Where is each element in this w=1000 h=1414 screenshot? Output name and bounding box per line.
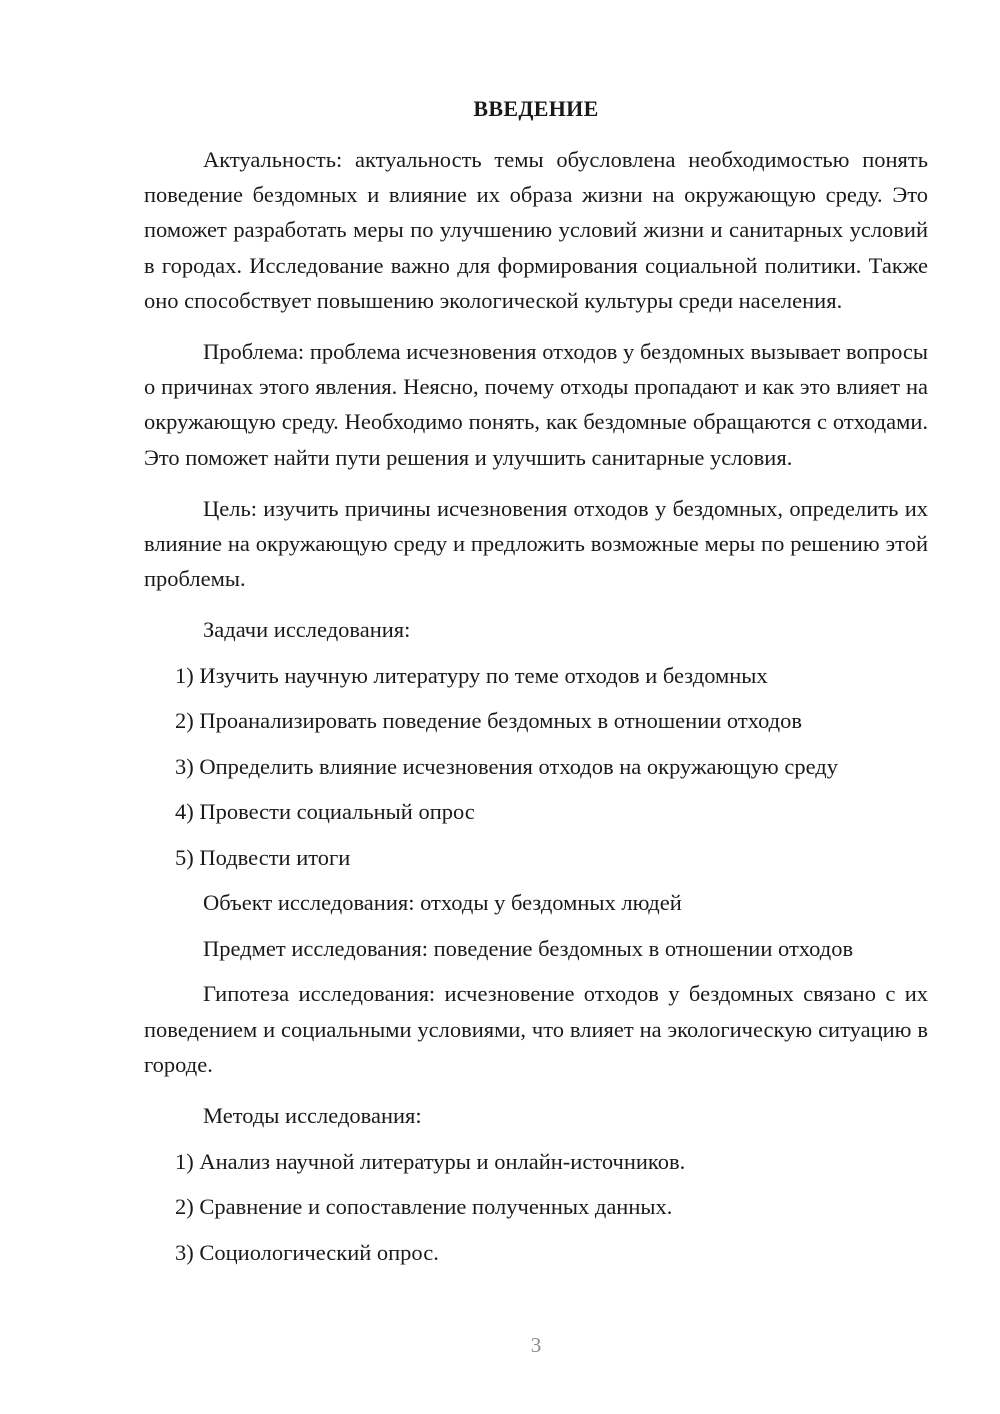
relevance-paragraph: Актуальность: актуальность темы обусловлена необходимостью понять поведение бездомных и влияние их образа жизни на окружающую среду. Это поможет разработать меры по улучшению условий жизни и санитарных условий в городах. Исследование важно для формирования социальной политики. Также оно способствует повышению экологической культуры среди населения. <box>144 147 928 313</box>
research-object: Объект исследования: отходы у бездомных людей <box>203 890 682 916</box>
hypothesis-paragraph: Гипотеза исследования: исчезновение отходов у бездомных связано с их поведением и социальными условиями, что влияет на экологическую ситуацию в городе. <box>144 981 928 1077</box>
task-item: 4) Провести социальный опрос <box>175 799 475 825</box>
tasks-heading: Задачи исследования: <box>203 617 411 643</box>
document-body <box>144 142 928 1280</box>
research-subject: Предмет исследования: поведение бездомных в отношении отходов <box>203 935 854 961</box>
goal-paragraph: Цель: изучить причины исчезновения отходов у бездомных, определить их влияние на окружающую среду и предложить возможные меры по решению этой проблемы. <box>144 495 928 592</box>
tasks-list <box>144 658 928 876</box>
page-number: 3 <box>530 1333 542 1357</box>
problem-paragraph: Проблема: проблема исчезновения отходов у бездомных вызывает вопросы о причинах этого явления. Неясно, почему отходы пропадают и как это влияет на окружающую среду. Необходимо понять, как бездомные обращаются с отходами. Это поможет найти пути решения и улучшить санитарные условия. <box>144 339 928 470</box>
method-item: 3) Социологический опрос. <box>175 1239 439 1265</box>
task-item: 3) Определить влияние исчезновения отходов на окружающую среду <box>175 753 838 779</box>
page-title: ВВЕДЕНИЕ <box>473 96 599 121</box>
method-item: 1) Анализ научной литературы и онлайн-источников. <box>175 1148 686 1174</box>
method-item: 2) Сравнение и сопоставление полученных данных. <box>175 1194 673 1220</box>
task-item: 1) Изучить научную литературу по теме отходов и бездомных <box>175 662 768 688</box>
methods-list <box>144 1144 928 1271</box>
task-item: 2) Проанализировать поведение бездомных в отношении отходов <box>175 708 803 734</box>
task-item: 5) Подвести итоги <box>175 844 351 870</box>
methods-heading: Методы исследования: <box>203 1103 422 1129</box>
